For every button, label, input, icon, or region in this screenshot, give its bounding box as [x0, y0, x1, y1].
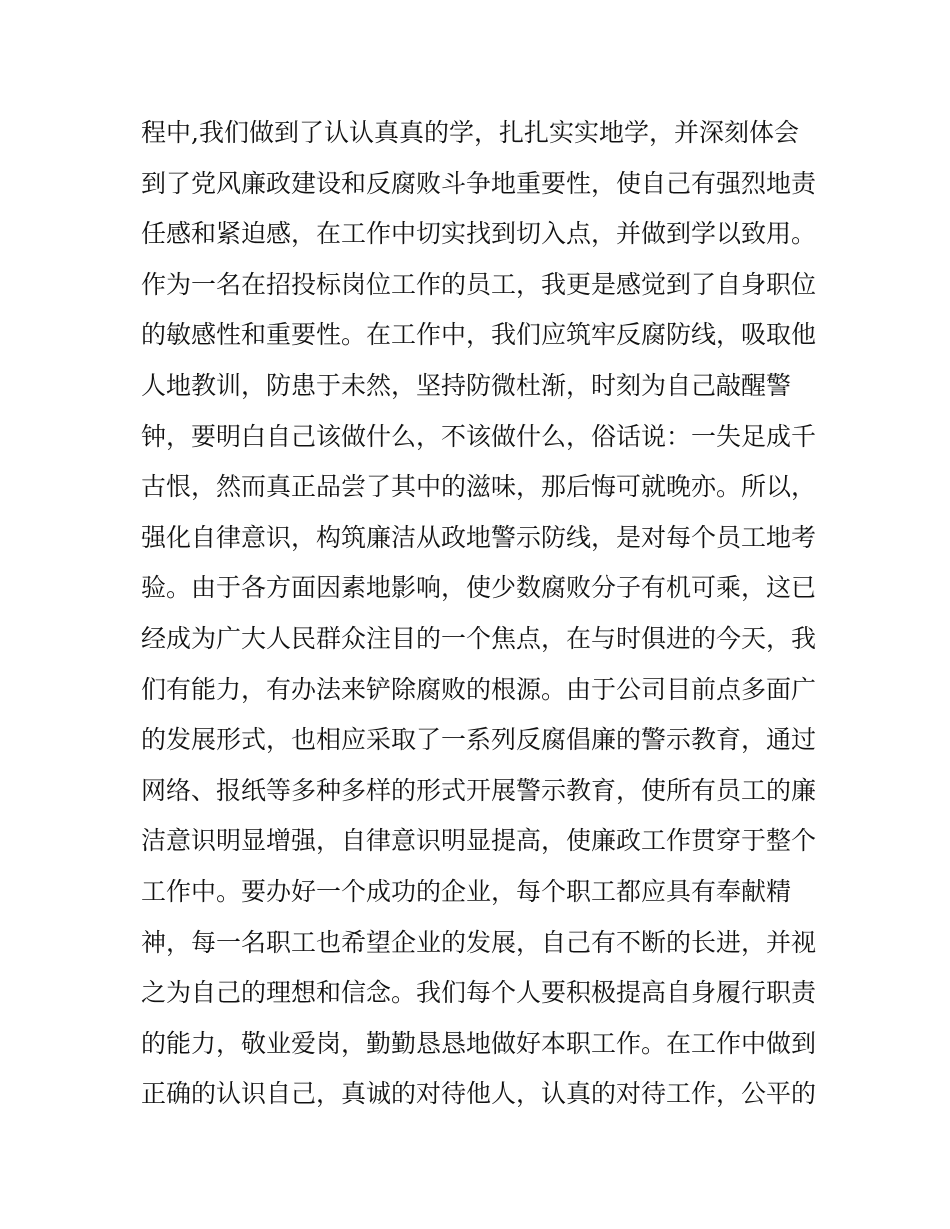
- text-line: 强化自律意识，构筑廉洁从政地警示防线，是对每个员工地考: [141, 522, 817, 552]
- text-line: 正确的认识自己，真诚的对待他人，认真的对待工作，公平的: [141, 1079, 817, 1109]
- text-line: 程中,我们做到了认认真真的学，扎扎实实地学，并深刻体会: [141, 118, 799, 147]
- text-line: 们有能力，有办法来铲除腐败的根源。由于公司目前点多面广: [141, 674, 817, 704]
- text-line: 的能力，敬业爱岗，勤勤恳恳地做好本职工作。在工作中做到: [141, 1028, 817, 1058]
- body-text: [141, 108, 821, 1120]
- text-line: 任感和紧迫感，在工作中切实找到切入点，并做到学以致用。: [141, 219, 817, 249]
- text-line: 神，每一名职工也希望企业的发展，自己有不断的长进，并视: [141, 927, 817, 957]
- text-line: 经成为广大人民群众注目的一个焦点，在与时俱进的今天，我: [141, 623, 817, 653]
- text-line: 人地教训，防患于未然，坚持防微杜渐，时刻为自己敲醒警: [141, 370, 792, 400]
- text-line: 到了党风廉政建设和反腐败斗争地重要性，使自己有强烈地责: [141, 168, 817, 198]
- text-line: 工作中。要办好一个成功的企业，每个职工都应具有奉献精: [141, 876, 792, 906]
- text-line: 网络、报纸等多种多样的形式开展警示教育，使所有员工的廉: [141, 775, 817, 805]
- text-line: 作为一名在招投标岗位工作的员工，我更是感觉到了自身职位: [141, 269, 817, 299]
- text-line: 之为自己的理想和信念。我们每个人要积极提高自身履行职责: [141, 978, 817, 1008]
- text-line: 洁意识明显增强，自律意识明显提高，使廉政工作贯穿于整个: [141, 826, 817, 856]
- text-line: 的敏感性和重要性。在工作中，我们应筑牢反腐防线，吸取他: [141, 320, 817, 350]
- text-line: 验。由于各方面因素地影响，使少数腐败分子有机可乘，这已: [141, 573, 817, 603]
- text-line: 古恨，然而真正品尝了其中的滋味，那后悔可就晚亦。所以，: [141, 472, 817, 502]
- text-line: 钟，要明白自己该做什么，不该做什么，俗话说：一失足成千: [141, 421, 817, 451]
- text-line: 的发展形式，也相应采取了一系列反腐倡廉的警示教育，通过: [141, 725, 817, 755]
